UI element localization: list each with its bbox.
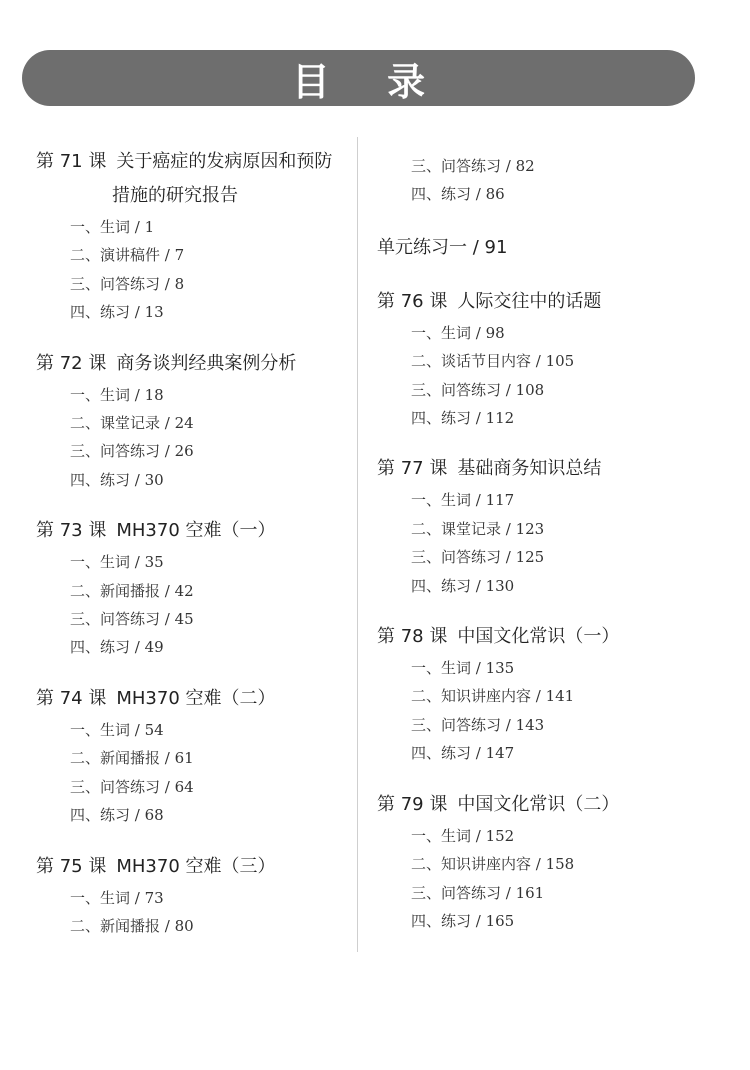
lesson-title: 人际交往中的话题 (457, 290, 602, 312)
lesson-heading[interactable] (377, 620, 707, 654)
lesson-title: MH370 空难（三） (116, 855, 276, 877)
lesson-heading[interactable] (36, 850, 354, 884)
lesson-entry (377, 285, 707, 433)
toc-left-column (36, 145, 354, 960)
lesson-title: 关于癌症的发病原因和预防 (116, 151, 333, 172)
lesson-heading[interactable] (377, 285, 707, 319)
lesson-number: 第 74 课 (36, 687, 107, 709)
lesson-75-continued (377, 152, 707, 209)
toc-item[interactable]: 四、练习 / 165 (411, 911, 515, 930)
toc-item[interactable]: 二、新闻播报 / 61 (70, 749, 194, 768)
toc-item[interactable]: 一、生词 / 35 (70, 553, 164, 572)
toc-item[interactable]: 四、练习 / 147 (411, 744, 515, 763)
lesson-number: 第 79 课 (377, 793, 448, 815)
lesson-heading[interactable] (36, 145, 354, 179)
toc-item[interactable]: 二、课堂记录 / 123 (411, 519, 545, 538)
toc-item[interactable]: 二、知识讲座内容 / 141 (411, 687, 575, 706)
toc-item[interactable]: 四、练习 / 130 (411, 576, 515, 595)
lesson-entry (36, 682, 354, 830)
lesson-entry (377, 788, 707, 936)
toc-item[interactable]: 三、问答练习 / 82 (411, 157, 535, 175)
lesson-entry (36, 347, 354, 495)
toc-item[interactable]: 三、问答练习 / 26 (70, 442, 194, 461)
toc-item[interactable]: 二、演讲稿件 / 7 (70, 246, 185, 265)
lesson-number: 第 73 课 (36, 520, 107, 542)
lesson-heading[interactable] (377, 788, 707, 822)
toc-item[interactable]: 三、问答练习 / 125 (411, 548, 545, 567)
toc-item[interactable]: 三、问答练习 / 45 (70, 610, 194, 629)
toc-item[interactable]: 三、问答练习 / 8 (70, 274, 185, 293)
toc-title: 目 录 (291, 59, 448, 104)
column-divider (357, 137, 358, 952)
lesson-title: MH370 空难（二） (116, 687, 276, 709)
toc-item[interactable]: 一、生词 / 18 (70, 385, 164, 404)
lesson-entry (36, 514, 354, 662)
lesson-number: 第 77 课 (377, 458, 448, 480)
toc-item[interactable]: 一、生词 / 152 (411, 826, 515, 845)
toc-item[interactable]: 二、新闻播报 / 80 (70, 916, 194, 935)
toc-item[interactable]: 二、新闻播报 / 42 (70, 581, 194, 600)
lesson-entry (36, 145, 354, 327)
toc-item[interactable]: 三、问答练习 / 108 (411, 380, 545, 399)
toc-item[interactable]: 四、练习 / 68 (70, 806, 164, 825)
lesson-title-continued: 措施的研究报告 (112, 185, 238, 206)
lesson-entry (377, 620, 707, 768)
toc-item[interactable]: 三、问答练习 / 143 (411, 715, 545, 734)
toc-item[interactable]: 二、谈话节目内容 / 105 (411, 352, 575, 371)
lesson-entry (36, 850, 354, 941)
lesson-heading[interactable] (377, 452, 707, 486)
toc-item[interactable]: 一、生词 / 73 (70, 888, 164, 907)
toc-item[interactable]: 三、问答练习 / 64 (70, 777, 194, 796)
toc-item[interactable]: 二、课堂记录 / 24 (70, 414, 194, 433)
lesson-heading[interactable] (36, 514, 354, 548)
lesson-number: 第 71 课 (36, 151, 107, 172)
lesson-heading[interactable] (36, 347, 354, 381)
toc-item[interactable]: 四、练习 / 112 (411, 409, 515, 428)
toc-item[interactable]: 一、生词 / 98 (411, 323, 505, 342)
toc-item[interactable]: 四、练习 / 49 (70, 638, 164, 657)
lesson-title: 基础商务知识总结 (457, 458, 602, 480)
toc-right-column (377, 152, 707, 955)
lesson-title: 商务谈判经典案例分析 (116, 352, 297, 374)
lesson-number: 第 76 课 (377, 290, 448, 312)
toc-item[interactable]: 二、知识讲座内容 / 158 (411, 855, 575, 874)
lesson-heading[interactable] (36, 682, 354, 716)
toc-item[interactable]: 三、问答练习 / 161 (411, 883, 545, 902)
lesson-number: 第 75 课 (36, 855, 107, 877)
unit-exercise[interactable]: 单元练习一 / 91 (377, 236, 508, 258)
toc-item[interactable]: 四、练习 / 30 (70, 470, 164, 489)
toc-item[interactable]: 一、生词 / 54 (70, 720, 164, 739)
toc-item[interactable]: 四、练习 / 86 (411, 185, 505, 204)
toc-title-banner (22, 50, 695, 106)
lesson-number: 第 72 课 (36, 352, 107, 374)
lesson-title: MH370 空难（一） (116, 520, 276, 542)
toc-item[interactable]: 一、生词 / 135 (411, 659, 515, 678)
toc-item[interactable]: 一、生词 / 117 (411, 491, 515, 510)
lesson-entry (377, 452, 707, 600)
lesson-title: 中国文化常识（二） (457, 793, 620, 815)
toc-item[interactable]: 四、练习 / 13 (70, 303, 164, 322)
lesson-number: 第 78 课 (377, 626, 448, 648)
toc-item[interactable]: 一、生词 / 1 (70, 218, 155, 236)
lesson-title: 中国文化常识（一） (457, 626, 620, 648)
